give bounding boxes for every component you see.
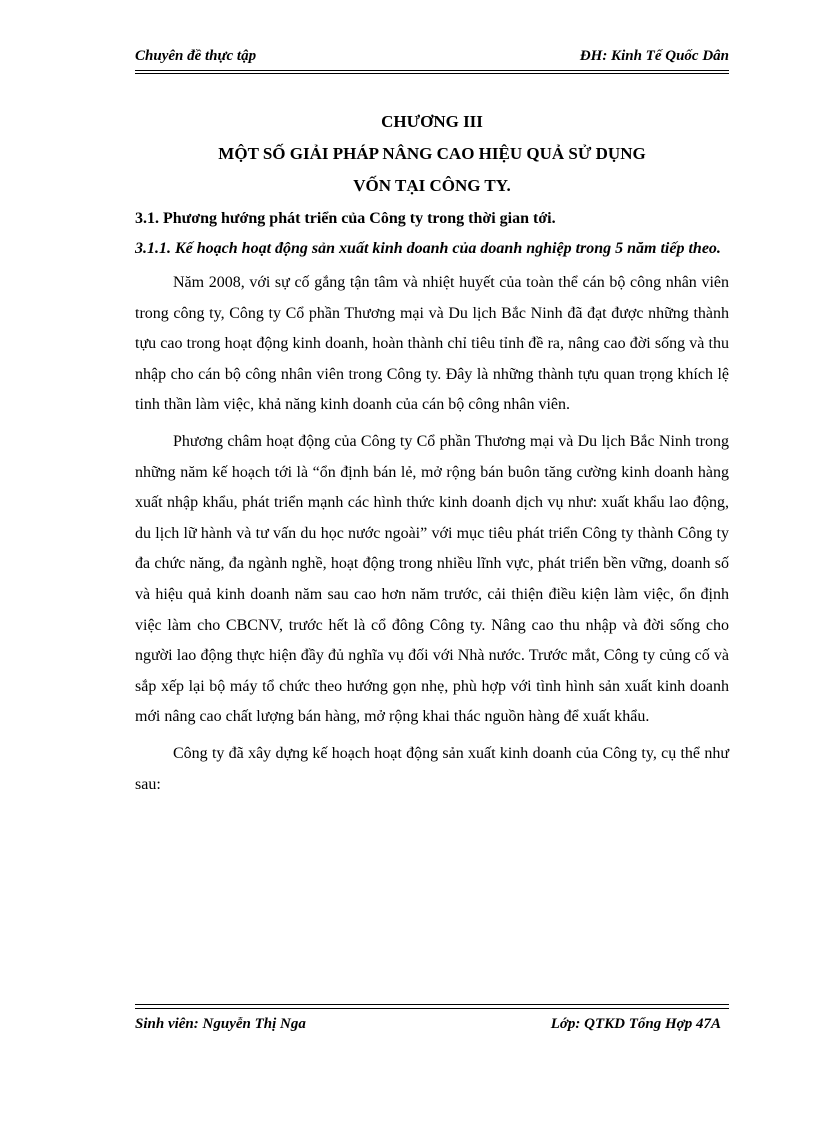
paragraph-3: Công ty đã xây dựng kế hoạch hoạt động sản xuất kinh doanh của Công ty, cụ thể như sau: <box>135 744 729 793</box>
header-left-text: Chuyên đề thực tập <box>135 48 257 64</box>
page-header <box>135 48 729 72</box>
page-content <box>135 106 729 800</box>
section-subheading: 3.1.1. Kế hoạch hoạt động sản xuất kinh doanh của doanh nghiệp trong 5 năm tiếp theo. <box>135 240 721 257</box>
header-right-text: ĐH: Kinh Tế Quốc Dân <box>579 48 729 64</box>
footer-rule-thin <box>135 1004 729 1005</box>
footer-right-text: Lớp: QTKD Tổng Hợp 47A <box>550 1016 721 1032</box>
footer-rule-thick <box>135 1008 729 1009</box>
paragraph-1: Năm 2008, với sự cố gắng tận tâm và nhiệt huyết của toàn thể cán bộ công nhân viên trong công ty, Công ty Cổ phần Thương mại và Du lịch Bắc Ninh đã đạt được những thành tựu cao trong hoạt động kinh doanh, hoàn thành chỉ tiêu tỉnh đề ra, nâng cao đời sống và thu nhập cho cán bộ công nhân viên trong Công ty. Đây là những thành tựu quan trọng khích lệ tinh thần làm việc, khả năng kinh doanh của cán bộ công nhân viên. <box>135 274 729 414</box>
paragraph-2: Phương châm hoạt động của Công ty Cổ phần Thương mại và Du lịch Bắc Ninh trong những năm kế hoạch tới là “ổn định bán lẻ, mở rộng bán buôn tăng cường kinh doanh hàng xuất nhập khẩu, phát triển mạnh các hình thức kinh doanh dịch vụ như: xuất khẩu lao động, du lịch lữ hành và tư vấn du học nước ngoài” với mục tiêu phát triển Công ty thành Công ty đa chức năng, đa ngành nghề, hoạt động trong nhiều lĩnh vực, phát triển bền vững, doanh số và hiệu quả kinh doanh năm sau cao hơn năm trước, cải thiện điều kiện làm việc, ổn định việc làm cho CBCNV, trước hết là cổ đông Công ty. Nâng cao thu nhập và đời sống cho người lao động thực hiện đầy đủ nghĩa vụ đối với Nhà nước. Trước mắt, Công ty củng cố và sắp xếp lại bộ máy tổ chức theo hướng gọn nhẹ, phù hợp với tình hình sản xuất kinh doanh mới nâng cao chất lượng bán hàng, mở rộng khai thác nguồn hàng để xuất khẩu. <box>135 432 729 726</box>
header-rule-thick <box>135 70 729 71</box>
page-footer <box>135 1016 729 1040</box>
section-heading: 3.1. Phương hướng phát triển của Công ty trong thời gian tới. <box>135 210 556 227</box>
header-rule-thin <box>135 73 729 74</box>
chapter-title-line2: VỐN TẠI CÔNG TY. <box>353 176 511 195</box>
chapter-number: CHƯƠNG III <box>381 112 483 131</box>
footer-left-text: Sinh viên: Nguyễn Thị Nga <box>135 1016 306 1032</box>
chapter-title-line1: MỘT SỐ GIẢI PHÁP NÂNG CAO HIỆU QUẢ SỬ DỤNG <box>218 144 646 163</box>
